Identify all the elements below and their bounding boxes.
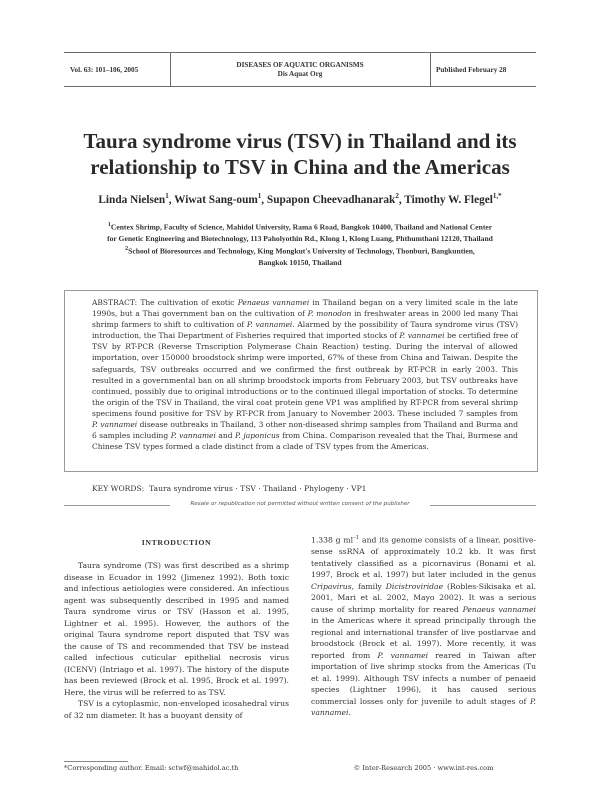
affiliation-1 [72, 220, 528, 244]
keywords-text: Taura syndrome virus · TSV · Thailand · Phylogeny · VP1 [149, 484, 367, 493]
italic-text: Penaeus vannamei [462, 604, 537, 614]
affiliation-mark: 1 [107, 222, 111, 228]
text-run: disease outbreaks in Thailand, 3 other non-diseased shrimp samples from Thailand and Burma and 6 samples including [92, 420, 518, 441]
header-top-rule [64, 52, 536, 53]
abstract-label: ABSTRACT: [92, 298, 138, 307]
corresponding-author-footnote: *Corresponding author. Email: sctwf@mahidol.ac.th [64, 764, 239, 772]
text-run: and [215, 431, 235, 441]
header-divider-right [430, 52, 431, 86]
italic-text: Penaeus vannamei [237, 298, 310, 307]
italic-text: P. vannamei [92, 420, 138, 430]
text-run: The cultivation of exotic [137, 298, 238, 307]
author-affil-mark: 1 [257, 192, 262, 200]
text-run: . [348, 708, 351, 718]
header-divider-left [170, 52, 171, 86]
affiliation-2 [72, 244, 528, 268]
affiliation-mark: 2 [125, 246, 129, 252]
author-name: Wiwat Sang-oum [174, 193, 258, 206]
italic-text: Cripavirus [311, 581, 352, 591]
abstract [92, 297, 518, 452]
affiliation-line: for Genetic Engineering and Biotechnology, 113 Paholyothin Rd., Klong 1, Klong Luang, Phthumthani 12120, Thailand [107, 233, 493, 243]
text-run: , family [351, 581, 386, 591]
italic-text: P. vannamei [246, 320, 293, 330]
resale-rule-right [430, 505, 536, 506]
journal-abbrev: Dis Aquat Org [277, 70, 323, 78]
author-list: Linda Nielsen$^1$, Wiwat Sang-oum$^1$, Supapon Cheevadhanarak$^2$, Timothy W. Flegel$^{1,*}$ [98, 192, 502, 206]
text-run: and its genome consists of a linear, positive-sense ssRNA of approximately 10.2 kb. It was first tentatively classified as a picornavirus (Bonami et al. 1997, Brock et al. 1997) but later included in the genus [311, 535, 536, 580]
keywords-label: KEY WORDS: [92, 484, 145, 493]
header-bottom-rule [64, 86, 536, 87]
author-affil-mark: 1,* [492, 192, 502, 200]
volume-info: Vol. 63: 101–106, 2005 [70, 66, 139, 74]
paragraph [64, 698, 289, 721]
text-run: from China. Comparison revealed that the Thai, Burmese and Chinese TSV types formed a clade distinct from a clade of TSV types from the Americas. [92, 431, 518, 452]
title-line: relationship to TSV in China and the Americas [90, 155, 510, 179]
section-heading-introduction: INTRODUCTION [141, 538, 212, 547]
italic-text: P. japonicus [235, 431, 280, 441]
journal-name: DISEASES OF AQUATIC ORGANISMS [236, 61, 364, 69]
text-run: in freshwater areas in 2000 led many Thai shrimp farmers to shift to cultivation of [92, 309, 518, 330]
text-run: be certified free of TSV by RT-PCR (Reverse Trnscription Polymerase Chain Reaction) testing. During the interval of allowed importation, over 150000 broodstock shrimp were imported, 67% of these from China and Taiwan. Despite the safeguards, TSV outbreaks occurred and we confirmed the first outbreak by RT-PCR in early 2003. This resulted in a governmental ban on all shrimp broodstock imports from February 2003, but TSV outbreaks have continued, possibly due to original introductions or to the continued illegal importation of stocks. To determine the origin of the TSV in Thailand, the viral coat protein gene VP1 was amplified by RT-PCR from several shrimp specimens found positive for TSV by RT-PCR from January to November 2003. These included 7 samples from [92, 331, 518, 418]
text-run: TSV is a cytoplasmic, non-enveloped icosahedral virus of 32 nm diameter. It has a buoyant density of [64, 699, 289, 720]
text-run: . Alarmed by the possibility of Taura syndrome virus (TSV) introduction, the Thai Department of Fisheries required that imported stocks of [92, 320, 519, 341]
italic-text: P. vannamei [377, 650, 429, 660]
italic-text: P. vannamei [399, 331, 445, 341]
resale-notice: Resale or republication not permitted without written consent of the publisher [190, 501, 410, 507]
text-run: in the Americas where it spread principally through the regional and international transfer of live postlarvae and broodstock (Brock et al. 1997). More recently, it was reported from [311, 616, 536, 660]
abstract-body [92, 298, 518, 451]
author-affil-mark: 1 [165, 192, 169, 200]
publication-date: Published February 28 [436, 66, 507, 74]
author-name: Linda Nielsen [98, 193, 166, 206]
text-run: reared in Taiwan after importation of live shrimp stocks from the Americas (Tu et al. 1999). Although TSV infects a number of penaeid species (Lightner 1996), it has caused serious commercial losses only for juvenile to adult stages of [311, 650, 536, 706]
title-line: Taura syndrome virus (TSV) in Thailand and its [83, 129, 517, 153]
italic-text: P. vannamei [170, 431, 216, 441]
affiliation-line: School of Bioresources and Technology, King Mongkut's University of Technology, Thonburi, Bangkuntien, [128, 246, 475, 256]
text-run: (Robles-Sikisaka et al. 2001, Mari et al. 2002, Mayo 2002). It was a serious cause of shrimp mortality for reared [311, 581, 536, 614]
article-title [40, 128, 560, 180]
paragraph [64, 560, 289, 698]
superscript-text: –1 [353, 535, 360, 541]
italic-text: P. vannamei [311, 696, 536, 718]
paragraph [311, 533, 536, 719]
author-name: Timothy W. Flegel [404, 193, 493, 206]
text-run: in Thailand began on a very limited scale in the late 1990s, but a Thai government ban on the cultivation of [92, 298, 518, 319]
text-run: 1.338 g ml [311, 535, 354, 545]
keywords [92, 484, 518, 493]
author-affil-mark: 2 [395, 192, 399, 200]
affiliation-line: Centex Shrimp, Faculty of Science, Mahidol University, Rama 6 Road, Bangkok 10400, Thailand and National Center [110, 222, 493, 232]
text-run: Taura syndrome (TS) was first described as a shrimp disease in Ecuador in 1992 (Jimenez 1992). Both toxic and infectious aetiologies were considered. An infectious agent was subsequently described in 1995 and named Taura syndrome virus or TSV (Hasson et al. 1995, Lightner et al. 1995). However, the authors of the original Taura syndrome report disputed that TSV was the cause of TS and recommended that TSV be instead called infectious cuticular epithelial necrosis virus (ICENV) (Intriago et al. 1997). The history of the dispute has been reviewed (Brock et al. 1995, Brock et al. 1997). Here, the virus will be referred to as TSV. [64, 561, 289, 697]
affiliation-line: Bangkok 10150, Thailand [258, 257, 342, 267]
body-column-right [311, 533, 536, 719]
copyright-notice: © Inter-Research 2005 · www.int-res.com [353, 764, 494, 772]
author-name: Supapon Cheevadhanarak [266, 193, 396, 206]
italic-text: P. monodon [307, 309, 352, 319]
footnote-rule [64, 761, 128, 762]
italic-text: Dicistroviridae [385, 581, 444, 591]
body-column-left [64, 560, 289, 721]
